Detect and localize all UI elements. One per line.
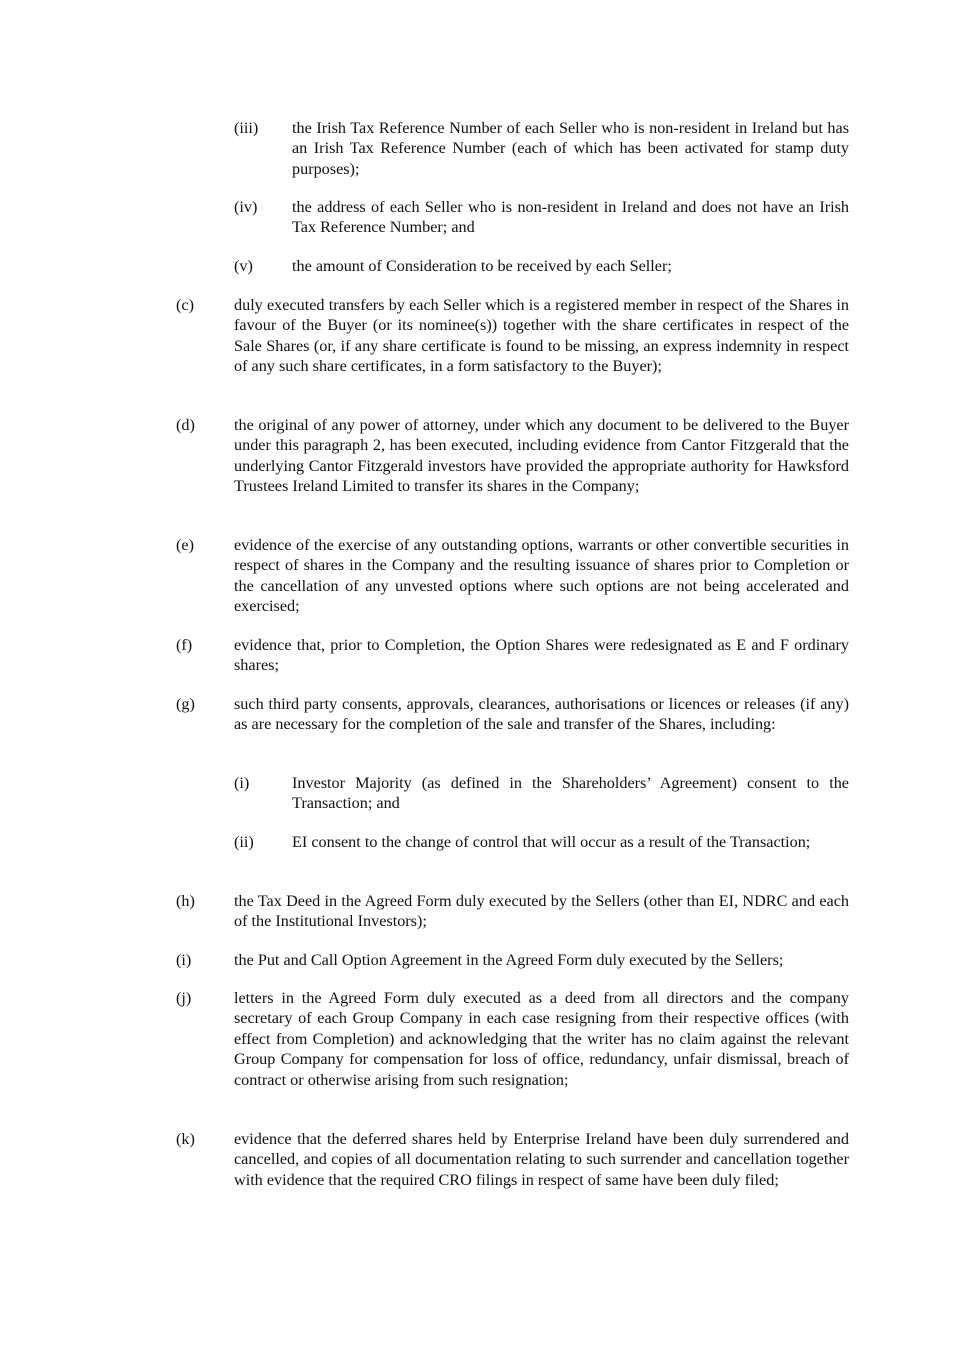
- list-item-label: (c): [176, 296, 194, 314]
- list-item-iv: [234, 197, 849, 238]
- list-item-label: (k): [176, 1130, 195, 1148]
- sub-item-i: [234, 773, 849, 814]
- list-item-g: [176, 694, 849, 735]
- list-item-text: EI consent to the change of control that will occur as a result of the Transaction;: [292, 833, 811, 851]
- list-item-k: [176, 1129, 849, 1190]
- list-item-c: [176, 295, 849, 377]
- list-item-text: evidence that the deferred shares held by Enterprise Ireland have been duly surrendered and cancelled, and copies of all documentation relating to such surrender and cancellation together with evidence that the required CRO filings in respect of same have been duly filed;: [234, 1130, 849, 1189]
- list-item-v: [234, 256, 849, 276]
- list-item-i: [176, 950, 849, 970]
- list-item-label: (v): [234, 257, 253, 275]
- list-item-label: (f): [176, 636, 193, 654]
- list-item-label: (i): [234, 774, 250, 792]
- list-item-label: (j): [176, 989, 192, 1007]
- sub-item-ii: [234, 832, 849, 852]
- list-item-text: letters in the Agreed Form duly executed as a deed from all directors and the company secretary of each Group Company in each case resigning from their respective offices (with effect from Completion) and acknowledging that the writer has no claim against the relevant Group Company for compensation for loss of office, redundancy, unfair dismissal, breach of contract or otherwise arising from such resignation;: [234, 989, 849, 1089]
- list-item-text: such third party consents, approvals, clearances, authorisations or licences or releases (if any) as are necessary for the completion of the sale and transfer of the Shares, including:: [234, 695, 849, 734]
- list-item-text: the original of any power of attorney, under which any document to be delivered to the Buyer under this paragraph 2, has been executed, including evidence from Cantor Fitzgerald that the underlying Cantor Fitzgerald investors have provided the appropriate authority for Hawksford Trustees Ireland Limited to transfer its shares in the Company;: [234, 416, 849, 496]
- list-item-text: the address of each Seller who is non-resident in Ireland and does not have an Irish Tax Reference Number; and: [292, 198, 849, 237]
- list-item-text: evidence of the exercise of any outstanding options, warrants or other convertible securities in respect of shares in the Company and the resulting issuance of shares prior to Completion or the cancellation of any unvested options where such options are not being accelerated and exercised;: [234, 536, 849, 616]
- list-item-iii: [234, 118, 849, 179]
- list-item-label: (iv): [234, 198, 258, 216]
- list-item-text: evidence that, prior to Completion, the Option Shares were redesignated as E and F ordinary shares;: [234, 636, 849, 675]
- list-item-text: the Tax Deed in the Agreed Form duly executed by the Sellers (other than EI, NDRC and each of the Institutional Investors);: [234, 892, 849, 931]
- list-item-label: (i): [176, 951, 192, 969]
- list-item-f: [176, 635, 849, 676]
- list-item-j: [176, 988, 849, 1090]
- list-item-text: the Irish Tax Reference Number of each Seller who is non-resident in Ireland but has an Irish Tax Reference Number (each of which has been activated for stamp duty purposes);: [292, 119, 849, 178]
- list-item-text: the Put and Call Option Agreement in the Agreed Form duly executed by the Sellers;: [234, 951, 784, 969]
- list-item-e: [176, 535, 849, 617]
- list-item-h: [176, 891, 849, 932]
- list-item-label: (e): [176, 536, 194, 554]
- list-item-d: [176, 415, 849, 497]
- list-item-label: (ii): [234, 833, 254, 851]
- list-item-label: (iii): [234, 119, 259, 137]
- list-item-label: (d): [176, 416, 195, 434]
- list-item-label: (h): [176, 892, 195, 910]
- list-item-text: Investor Majority (as defined in the Shareholders’ Agreement) consent to the Transaction; and: [292, 774, 849, 813]
- list-item-text: the amount of Consideration to be received by each Seller;: [292, 257, 672, 275]
- list-item-text: duly executed transfers by each Seller which is a registered member in respect of the Shares in favour of the Buyer (or its nominee(s)) together with the share certificates in respect of the Sale Shares (or, if any share certificate is found to be missing, an express indemnity in respect of any such share certificates, in a form satisfactory to the Buyer);: [234, 296, 849, 376]
- list-item-label: (g): [176, 695, 195, 713]
